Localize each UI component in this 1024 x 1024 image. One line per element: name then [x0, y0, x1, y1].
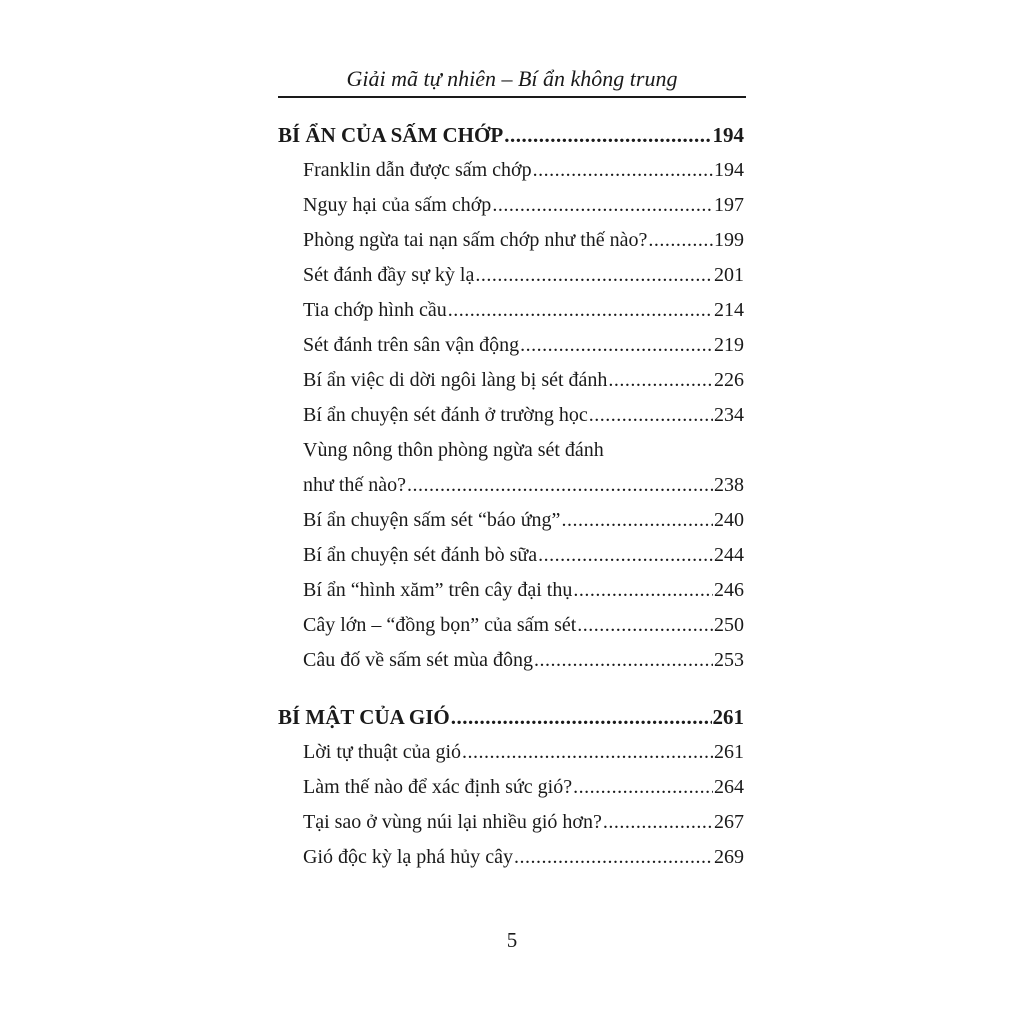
entry-title: Cây lớn – “đồng bọn” của sấm sét	[303, 614, 577, 636]
entry-title: Bí ẩn chuyện sét đánh ở trường học	[303, 404, 588, 426]
toc-entry[interactable]	[278, 643, 744, 678]
dot-leader	[533, 153, 713, 188]
dot-leader	[608, 363, 713, 398]
entry-title: Bí ẩn chuyện sấm sét “báo ứng”	[303, 509, 561, 531]
entry-page: 194	[714, 159, 744, 181]
toc-entry[interactable]	[278, 188, 744, 223]
entry-page: 269	[714, 846, 744, 868]
toc-section-heading[interactable]	[278, 700, 744, 735]
dot-leader	[589, 398, 713, 433]
dot-leader	[573, 770, 713, 805]
entry-title: Làm thế nào để xác định sức gió?	[303, 776, 573, 798]
dot-leader	[475, 258, 713, 293]
dot-leader	[504, 118, 711, 153]
entry-title: Bí ẩn chuyện sét đánh bò sữa	[303, 544, 538, 566]
entry-page: 197	[714, 194, 744, 216]
dot-leader	[520, 328, 713, 363]
entry-page: 267	[714, 811, 744, 833]
toc-entry[interactable]	[278, 770, 744, 805]
entry-title: Sét đánh đầy sự kỳ lạ	[303, 264, 475, 286]
toc-entry[interactable]	[278, 805, 744, 840]
entry-page: 264	[714, 776, 744, 798]
toc-entry[interactable]	[278, 573, 744, 608]
entry-title: Phòng ngừa tai nạn sấm chớp như thế nào?	[303, 229, 648, 251]
entry-page: 219	[714, 334, 744, 356]
entry-page: 261	[714, 741, 744, 763]
entry-page: 240	[714, 509, 744, 531]
entry-title: Vùng nông thôn phòng ngừa sét đánh	[303, 439, 604, 461]
dot-leader	[603, 805, 713, 840]
header-rule	[278, 96, 746, 98]
toc-entry[interactable]	[278, 363, 744, 398]
toc-entry[interactable]	[278, 258, 744, 293]
entry-title: Nguy hại của sấm chớp	[303, 194, 492, 216]
entry-page: 199	[714, 229, 744, 251]
entry-title: Bí ẩn việc di dời ngôi làng bị sét đánh	[303, 369, 608, 391]
toc-entry[interactable]	[278, 223, 744, 258]
entry-title: Sét đánh trên sân vận động	[303, 334, 520, 356]
dot-leader	[573, 573, 713, 608]
toc-entry[interactable]	[278, 840, 744, 875]
entry-title: Franklin dẫn được sấm chớp	[303, 159, 532, 181]
dot-leader	[648, 223, 713, 258]
toc-entry[interactable]	[278, 293, 744, 328]
page-number: 5	[506, 928, 518, 952]
section-page: 261	[712, 705, 744, 729]
entry-title: Tại sao ở vùng núi lại nhiều gió hơn?	[303, 811, 602, 833]
toc-entry[interactable]	[278, 503, 744, 538]
entry-title: Gió độc kỳ lạ phá hủy cây	[303, 846, 513, 868]
dot-leader	[407, 468, 713, 503]
toc-entry[interactable]	[278, 735, 744, 770]
entry-page: 214	[714, 299, 744, 321]
section-spacer	[278, 678, 744, 700]
entry-title: Câu đố về sấm sét mùa đông	[303, 649, 533, 671]
toc-entry[interactable]	[278, 398, 744, 433]
table-of-contents	[278, 118, 744, 875]
entry-page: 246	[714, 579, 744, 601]
dot-leader	[577, 608, 713, 643]
dot-leader	[451, 700, 712, 735]
dot-leader	[561, 503, 713, 538]
entry-page: 201	[714, 264, 744, 286]
entry-title-continued: như thế nào?	[303, 474, 407, 496]
dot-leader	[492, 188, 713, 223]
entry-title: Lời tự thuật của gió	[303, 741, 462, 763]
toc-section-heading[interactable]	[278, 118, 744, 153]
dot-leader	[538, 538, 713, 573]
section-page: 194	[712, 123, 744, 147]
entry-page: 244	[714, 544, 744, 566]
dot-leader	[462, 735, 713, 770]
toc-entry[interactable]	[278, 328, 744, 363]
toc-entry[interactable]	[278, 153, 744, 188]
entry-page: 253	[714, 649, 744, 671]
dot-leader	[534, 643, 713, 678]
toc-entry[interactable]	[278, 433, 744, 503]
entry-page: 226	[714, 369, 744, 391]
entry-title: Bí ẩn “hình xăm” trên cây đại thụ	[303, 579, 573, 601]
dot-leader	[448, 293, 713, 328]
entry-title: Tia chớp hình cầu	[303, 299, 447, 321]
toc-entry[interactable]	[278, 608, 744, 643]
section-title: BÍ MẬT CỦA GIÓ	[278, 705, 450, 729]
entry-page: 234	[714, 404, 744, 426]
entry-page: 238	[714, 474, 744, 496]
toc-entry[interactable]	[278, 538, 744, 573]
entry-page: 250	[714, 614, 744, 636]
dot-leader	[514, 840, 713, 875]
running-header: Giải mã tự nhiên – Bí ẩn không trung	[346, 66, 678, 91]
section-title: BÍ ẨN CỦA SẤM CHỚP	[278, 123, 504, 147]
